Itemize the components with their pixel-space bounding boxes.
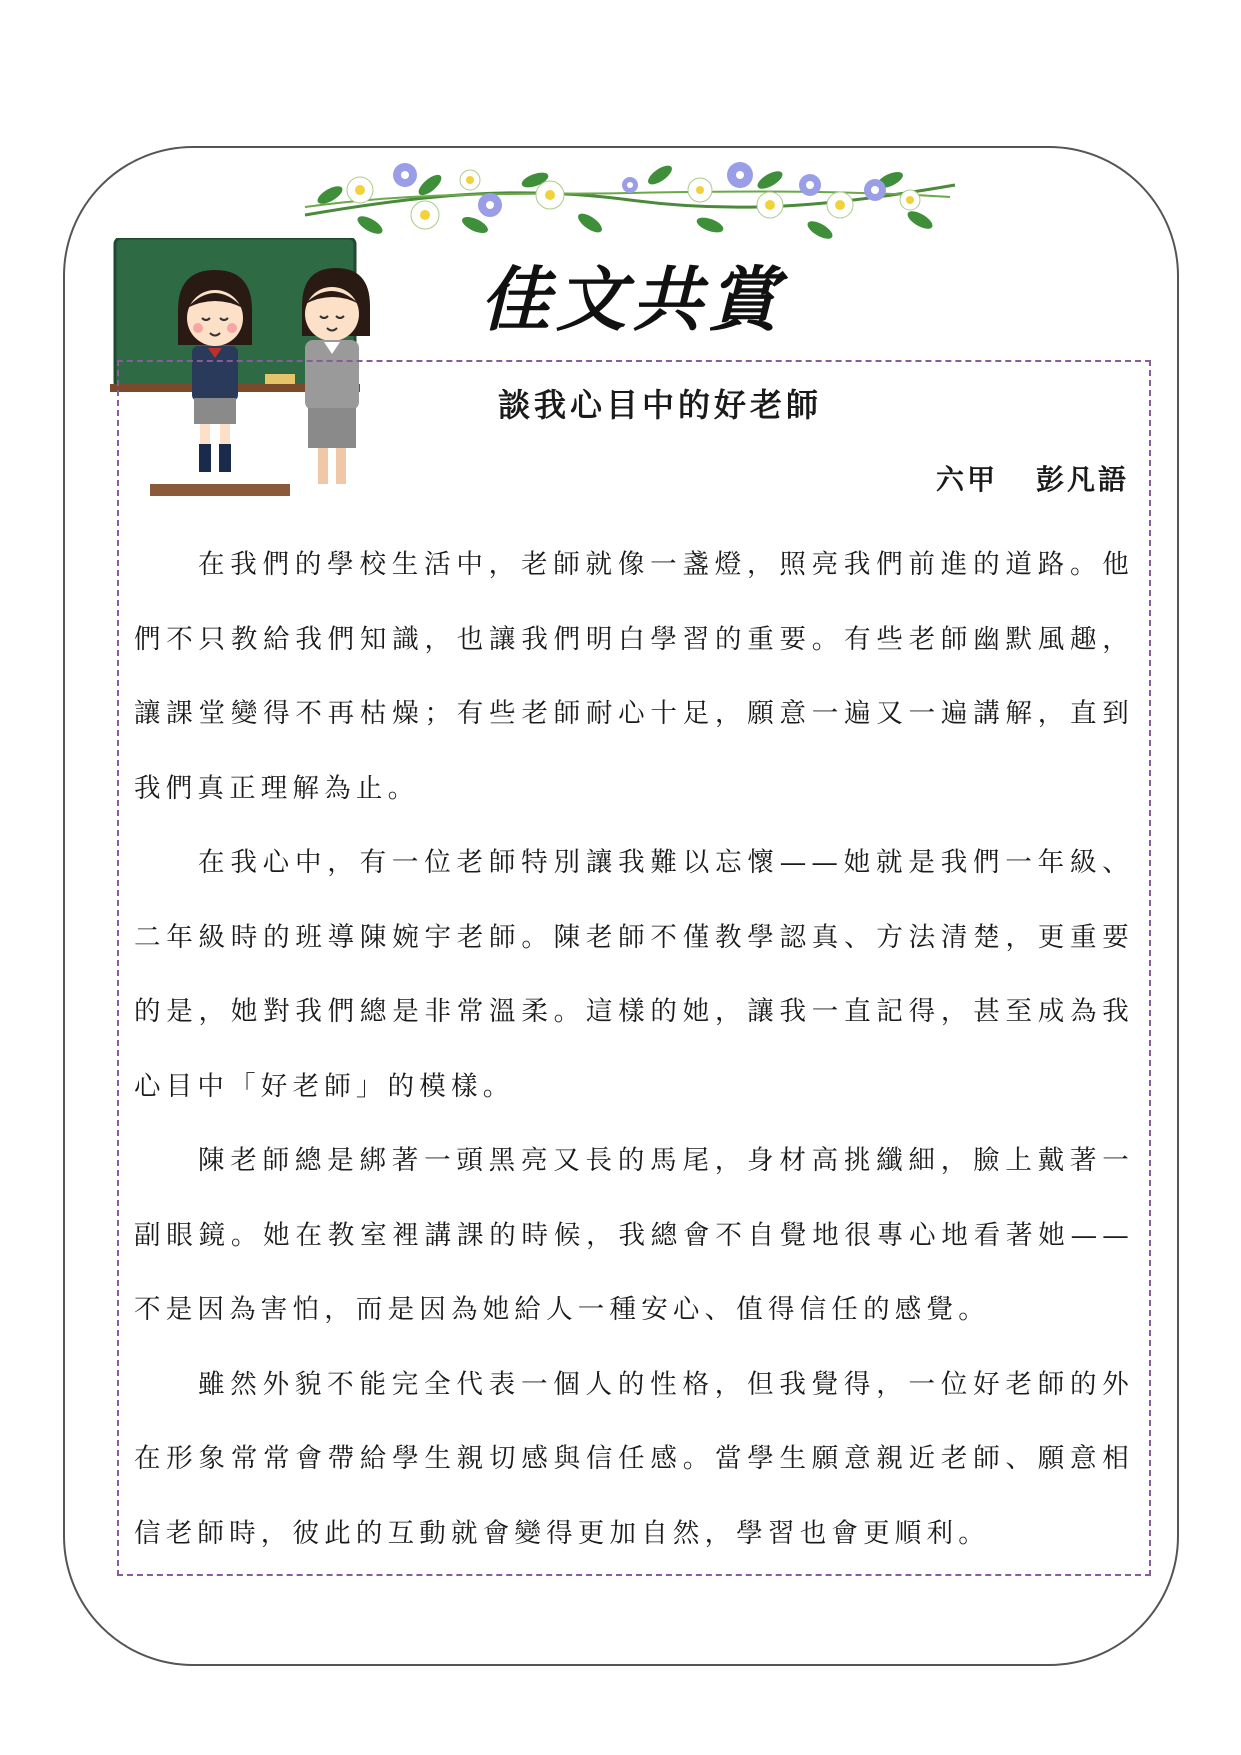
paragraph: 陳老師總是綁著一頭黑亮又長的馬尾，身材高挑纖細，臉上戴著一副眼鏡。她在教室裡講課的時候，我總會不自覺地很專心地看著她——不是因為害怕，而是因為她給人一種安心、值得信任的感覺。: [134, 1145, 1134, 1325]
section-title: 佳文共賞: [480, 258, 784, 341]
byline: [936, 455, 1129, 505]
author-class: 六甲: [935, 463, 998, 496]
paragraph: 在我們的學校生活中，老師就像一盞燈，照亮我們前進的道路。他們不只教給我們知識，也讓我們明白學習的重要。有些老師幽默風趣，讓課堂變得不再枯燥；有些老師耐心十足，願意一遍又一遍講解，直到我們真正理解為止。: [134, 549, 1134, 804]
article-title: 談我心目中的好老師: [497, 386, 822, 424]
author-name: 彭凡語: [1035, 463, 1129, 496]
paragraph: 在我心中，有一位老師特別讓我難以忘懷——她就是我們一年級、二年級時的班導陳婉宇老師。陳老師不僅教學認真、方法清楚，更重要的是，她對我們總是非常溫柔。這樣的她，讓我一直記得，甚至成為我心目中「好老師」的模樣。: [134, 847, 1134, 1102]
essay-body: [134, 528, 1134, 1571]
paragraph: 雖然外貌不能完全代表一個人的性格，但我覺得，一位好老師的外在形象常常會帶給學生親切感與信任感。當學生願意親近老師、願意相信老師時，彼此的互動就會變得更加自然，學習也會更順利。: [134, 1368, 1134, 1549]
